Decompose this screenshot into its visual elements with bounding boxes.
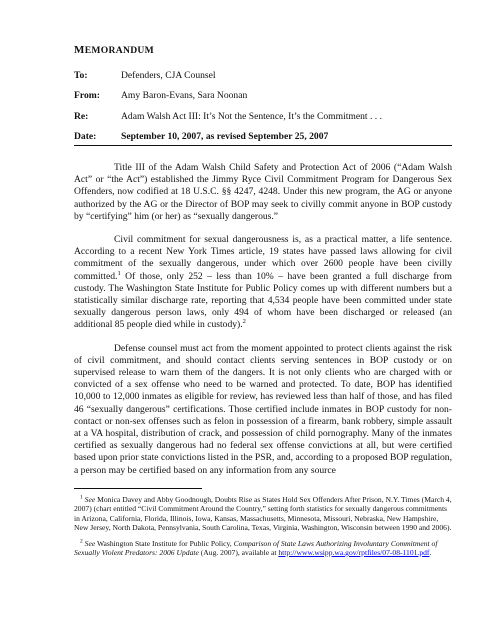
to-value: Defenders, CJA Counsel <box>121 70 216 82</box>
footnote-ref-2[interactable]: 2 <box>242 318 246 326</box>
from-row <box>74 90 452 102</box>
paragraph-2: Civil commitment for sexual dangerousness is, as a practical matter, a life sentence. According to a recent New York Times article, 19 states have passed laws allowing for civil commitment of the sexually dangerous, under which over 2600 people have been civilly committed.$^1$ Of those, only 252 – less than 10% – have been granted a full discharge from custody. The Washington State Institute for Public Policy comes up with different numbers but a statistically similar discharge rate, reporting that 4,534 people have been committed under state sexually dangerous person laws, only 494 of whom have been discharged or released (an additional 85 people died while in custody).$^2$ <box>74 234 452 331</box>
date-row <box>74 131 452 146</box>
footnote-1: $^1$ See Monica Davey and Abby Goodnough, Doubts Rise as States Hold Sex Offenders After Prison, N.Y. Times (March 4, 2007) (chart entitled “Civil Commitment Around the Country,” setting forth statistics for sexually dangerous commitments in Arizona, California, Florida, Illinois, Iowa, Kansas, Massachusetts, Minnesota, Missouri, Nebraska, New Hampshire, New Jersey, North Dakota, Pennsylvania, South Carolina, Texas, Virginia, Washington, Wisconsin between 1990 and 2006). <box>74 494 452 533</box>
paragraph-1: Title III of the Adam Walsh Child Safety and Protection Act of 2006 (“Adam Walsh Act” or “the Act”) established the Jimmy Ryce Civil Commitment Program for Dangerous Sex Offenders, now codified at 18 U.S.C. §§ 4247, 4248. Under this new program, the AG or anyone authorized by the AG or the Director of BOP may seek to civilly commit anyone in BOP custody by “certifying” him (or her) as “sexually dangerous.” <box>74 162 452 222</box>
date-label: Date: <box>74 130 97 142</box>
re-row <box>74 111 452 123</box>
footnote-ref-1[interactable]: 1 <box>117 269 121 277</box>
from-value: Amy Baron-Evans, Sara Noonan <box>121 90 248 102</box>
wsipp-link[interactable]: http://www.wsipp.wa.gov/rptfiles/07-08-1101.pdf <box>278 547 430 557</box>
memo-title: MEMORANDUM <box>74 44 155 56</box>
re-label: Re: <box>74 110 89 122</box>
from-label: From: <box>74 90 100 102</box>
footnote-2: $^2$ See Washington State Institute for Public Policy, Comparison of State Laws Authorizing Involuntary Commitment of Sexually Violent Predators: 2006 Update (Aug. 2007), available at http://www.wsipp.wa.gov/rptfiles/07-08-1101.pdf. <box>74 537 438 557</box>
to-label: To: <box>74 70 88 82</box>
footnote-divider <box>74 488 202 489</box>
re-value: Adam Walsh Act III: It’s Not the Sentence, It’s the Commitment . . . <box>121 110 382 122</box>
to-row <box>74 70 452 82</box>
paragraph-3: Defense counsel must act from the moment appointed to protect clients against the risk of civil commitment, and should contact clients serving sentences in BOP custody or on supervised release to warn them of the dangers. It is not only clients who are charged with or convicted of a sex offense who need to be warned and protected. To date, BOP has identified 10,000 to 12,000 inmates as eligible for review, has reviewed less than half of those, and has filed 46 “sexually dangerous” certifications. Those certified include inmates in BOP custody for non-contact or non-sex offenses such as felon in possession of a firearm, bank robbery, simple assault at a VA hospital, distribution of crack, and possession of child pornography. Many of the inmates certified as sexually dangerous had no federal sex offense convictions at all, but were certified based upon prior state convictions listed in the PSR, and, according to a proposed BOP regulation, a person may be certified based on any information from any source <box>74 342 452 476</box>
date-value: September 10, 2007, as revised September 25, 2007 <box>121 130 329 142</box>
